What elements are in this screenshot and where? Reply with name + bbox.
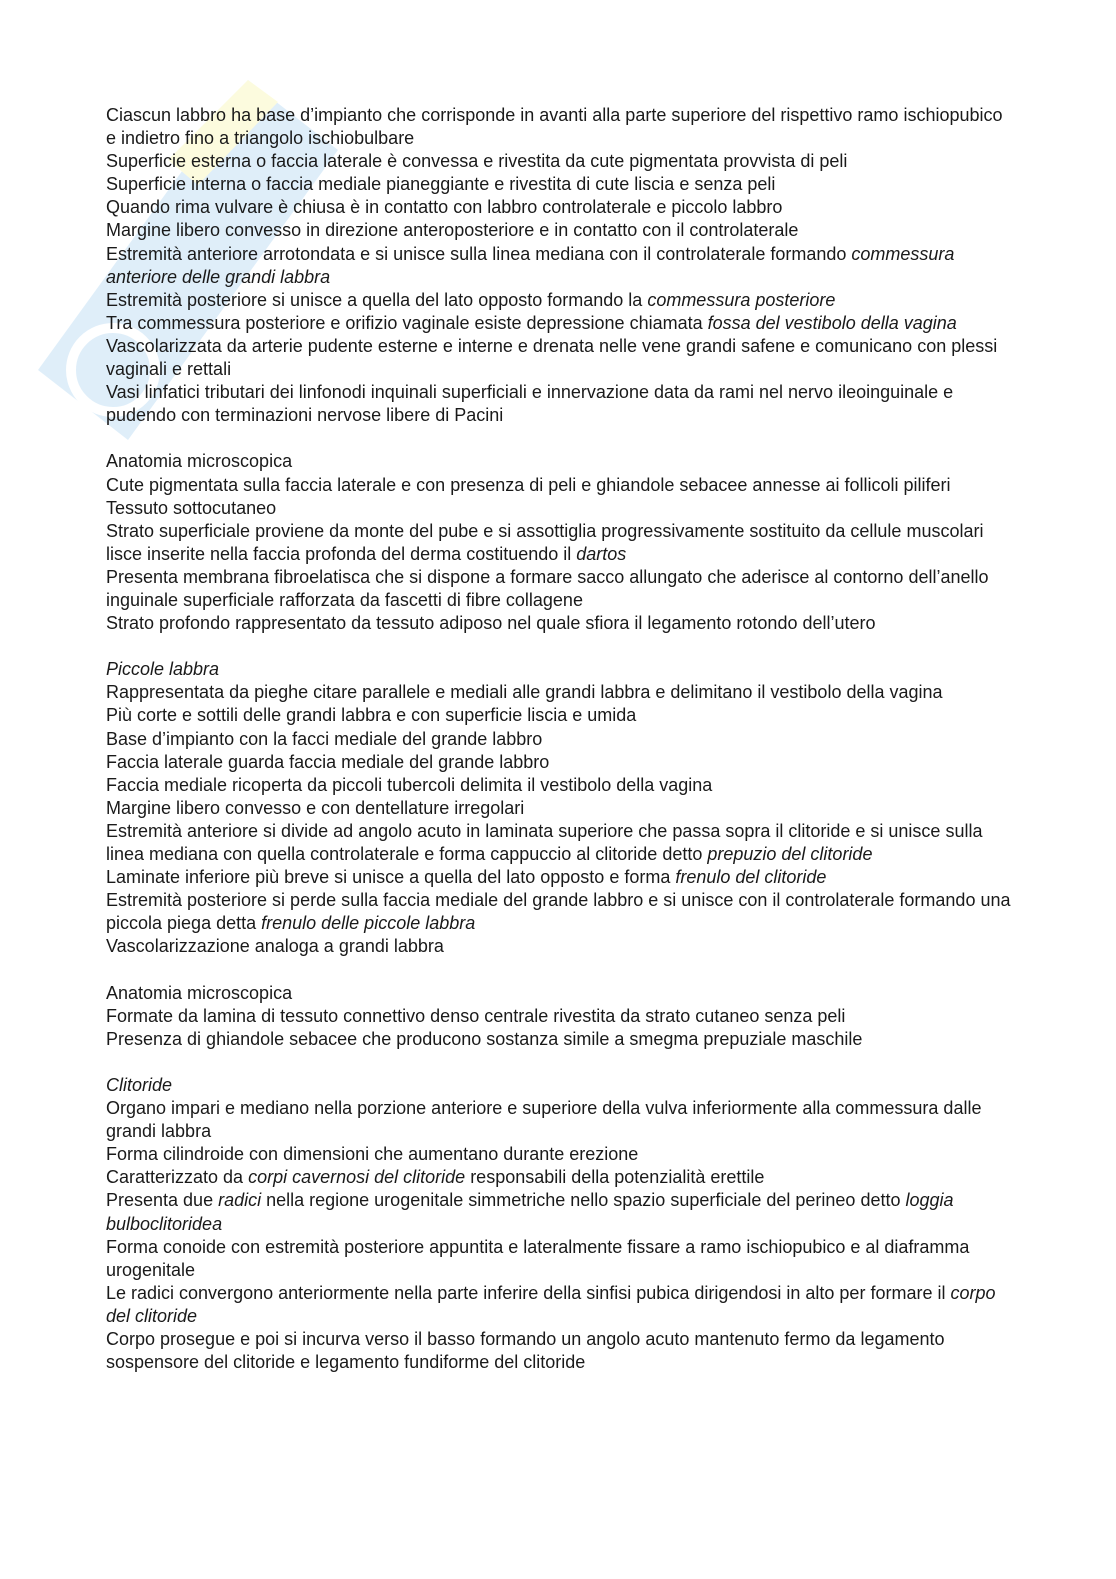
paragraph xyxy=(106,681,1016,704)
italic-term: Piccole labbra xyxy=(106,659,220,680)
text-run: Cute pigmentata sulla faccia laterale e con presenza di peli e ghiandole sebacee annesse ai follicoli piliferi xyxy=(106,474,951,495)
paragraph xyxy=(106,1005,1016,1028)
text-run: Margine libero convesso in direzione anteroposteriore e in contatto con il controlaterale xyxy=(106,220,799,241)
italic-term: prepuzio del clitoride xyxy=(707,844,873,864)
paragraph xyxy=(106,820,1016,866)
italic-term: radici xyxy=(218,1190,262,1211)
italic-term: corpi cavernosi del clitoride xyxy=(248,1167,466,1188)
paragraph xyxy=(106,566,1016,612)
text-run: Tra commessura posteriore e orifizio vaginale esiste depressione chiamata xyxy=(106,312,708,333)
text-run: Formate da lamina di tessuto connettivo denso centrale rivestita da strato cutaneo senza peli xyxy=(106,1005,846,1026)
paragraph xyxy=(106,1236,1016,1282)
italic-term: frenulo del clitoride xyxy=(675,867,827,888)
text-run: Estremità anteriore arrotondata e si unisce sulla linea mediana con il controlaterale formando xyxy=(106,243,852,264)
text-run: Quando rima vulvare è chiusa è in contatto con labbro controlaterale e piccolo labbro xyxy=(106,197,783,218)
text-run: Presenta due xyxy=(106,1190,219,1211)
paragraph xyxy=(106,751,1016,774)
paragraph xyxy=(106,728,1016,751)
text-run: Estremità posteriore si unisce a quella del lato opposto formando la xyxy=(106,289,648,310)
paragraph xyxy=(106,335,1016,381)
paragraph xyxy=(106,312,1016,335)
text-run: Le radici convergono anteriormente nella parte inferire della sinfisi pubica dirigendosi in alto per formare il xyxy=(106,1282,951,1303)
italic-term: fossa del vestibolo della vagina xyxy=(707,312,957,333)
text-run: Caratterizzato da xyxy=(106,1167,249,1188)
text-run: Estremità posteriore si perde sulla faccia mediale del grande labbro e si unisce con il controlaterale formando una piccola piega detta xyxy=(106,890,1011,934)
paragraph xyxy=(106,774,1016,797)
text-run: Base d’impianto con la facci mediale del grande labbro xyxy=(106,728,543,749)
text-run: Estremità anteriore si divide ad angolo acuto in laminata superiore che passa sopra il clitoride e si unisce sulla linea mediana con quella controlaterale e forma cappuccio al clitoride detto xyxy=(106,820,983,864)
text-run: Presenza di ghiandole sebacee che producono sostanza simile a smegma prepuziale maschile xyxy=(106,1028,863,1049)
italic-term: dartos xyxy=(576,543,627,564)
document-body xyxy=(106,104,1016,1374)
text-run: Organo impari e mediano nella porzione anteriore e superiore della vulva inferiormente alla commessura dalle grandi labbra xyxy=(106,1098,982,1142)
paragraph xyxy=(106,797,1016,820)
text-run: Anatomia microscopica xyxy=(106,982,293,1003)
italic-term: commessura posteriore xyxy=(647,289,836,310)
text-run: nella regione urogenitale simmetriche nello spazio superficiale del perineo detto xyxy=(261,1190,906,1211)
text-run: Tessuto sottocutaneo xyxy=(106,497,277,518)
italic-term: commessura anteriore delle grandi labbra xyxy=(106,243,955,287)
paragraph xyxy=(106,704,1016,727)
paragraph-spacer xyxy=(106,958,1016,981)
paragraph xyxy=(106,612,1016,635)
paragraph xyxy=(106,520,1016,566)
text-run: Strato superficiale proviene da monte del pube e si assottiglia progressivamente sostituito da cellule muscolari lisce inserite nella faccia profonda del derma costituendo il xyxy=(106,520,984,564)
paragraph xyxy=(106,1028,1016,1051)
text-run: Laminate inferiore più breve si unisce a quella del lato opposto e forma xyxy=(106,867,676,888)
paragraph xyxy=(106,889,1016,935)
text-run: Superficie interna o faccia mediale pianeggiante e rivestita di cute liscia e senza peli xyxy=(106,174,776,195)
italic-term: Clitoride xyxy=(106,1074,173,1095)
paragraph xyxy=(106,381,1016,427)
text-run: Vascolarizzazione analoga a grandi labbra xyxy=(106,936,444,957)
paragraph xyxy=(106,104,1016,150)
paragraph-spacer xyxy=(106,427,1016,450)
text-run: Forma cilindroide con dimensioni che aumentano durante erezione xyxy=(106,1144,639,1165)
paragraph xyxy=(106,658,1016,681)
paragraph xyxy=(106,1282,1016,1328)
paragraph xyxy=(106,196,1016,219)
text-run: Più corte e sottili delle grandi labbra e con superficie liscia e umida xyxy=(106,705,637,726)
italic-term: corpo del clitoride xyxy=(106,1282,996,1326)
text-run: responsabili della potenzialità erettile xyxy=(465,1167,765,1188)
text-run: Corpo prosegue e poi si incurva verso il basso formando un angolo acuto mantenuto fermo da legamento sospensore del clitoride e legamento fundiforme del clitoride xyxy=(106,1328,945,1373)
italic-term: loggia bulboclitoridea xyxy=(106,1190,954,1234)
text-run: Forma conoide con estremità posteriore appuntita e lateralmente fissare a ramo ischiopubico e al diaframma urogenitale xyxy=(106,1236,970,1280)
paragraph xyxy=(106,219,1016,242)
paragraph xyxy=(106,173,1016,196)
paragraph xyxy=(106,1074,1016,1097)
paragraph xyxy=(106,243,1016,289)
text-run: Vascolarizzata da arterie pudente esterne e interne e drenata nelle vene grandi safene e comunicano con plessi vaginali e rettali xyxy=(106,335,998,380)
paragraph xyxy=(106,1143,1016,1166)
paragraph xyxy=(106,935,1016,958)
paragraph xyxy=(106,866,1016,889)
paragraph xyxy=(106,289,1016,312)
text-run: Presenta membrana fibroelatisca che si dispone a formare sacco allungato che aderisce al contorno dell’anello inguinale superficiale rafforzata da fascetti di fibre collagene xyxy=(106,566,989,610)
paragraph-spacer xyxy=(106,635,1016,658)
paragraph xyxy=(106,1166,1016,1189)
paragraph xyxy=(106,450,1016,473)
text-run: Strato profondo rappresentato da tessuto adiposo nel quale sfiora il legamento rotondo dell’utero xyxy=(106,613,876,634)
text-run: Vasi linfatici tributari dei linfonodi inquinali superficiali e innervazione data da rami nel nervo ileoinguinale e pudendo con terminazioni nervose libere di Pacini xyxy=(106,382,954,426)
italic-term: frenulo delle piccole labbra xyxy=(261,913,476,934)
paragraph-spacer xyxy=(106,1051,1016,1074)
paragraph xyxy=(106,1097,1016,1143)
text-run: Faccia laterale guarda faccia mediale del grande labbro xyxy=(106,751,550,772)
paragraph xyxy=(106,982,1016,1005)
text-run: Anatomia microscopica xyxy=(106,451,293,472)
text-run: Margine libero convesso e con dentellature irregolari xyxy=(106,797,525,818)
paragraph xyxy=(106,497,1016,520)
text-run: Faccia mediale ricoperta da piccoli tubercoli delimita il vestibolo della vagina xyxy=(106,774,713,795)
paragraph xyxy=(106,474,1016,497)
text-run: Rappresentata da pieghe citare parallele e mediali alle grandi labbra e delimitano il vestibolo della vagina xyxy=(106,682,943,703)
paragraph xyxy=(106,1328,1016,1374)
text-run: Superficie esterna o faccia laterale è convessa e rivestita da cute pigmentata provvista di peli xyxy=(106,151,848,172)
paragraph xyxy=(106,1189,1016,1235)
paragraph xyxy=(106,150,1016,173)
text-run: Ciascun labbro ha base d’impianto che corrisponde in avanti alla parte superiore del rispettivo ramo ischiopubico e indietro fino a triangolo ischiobulbare xyxy=(106,105,1003,149)
